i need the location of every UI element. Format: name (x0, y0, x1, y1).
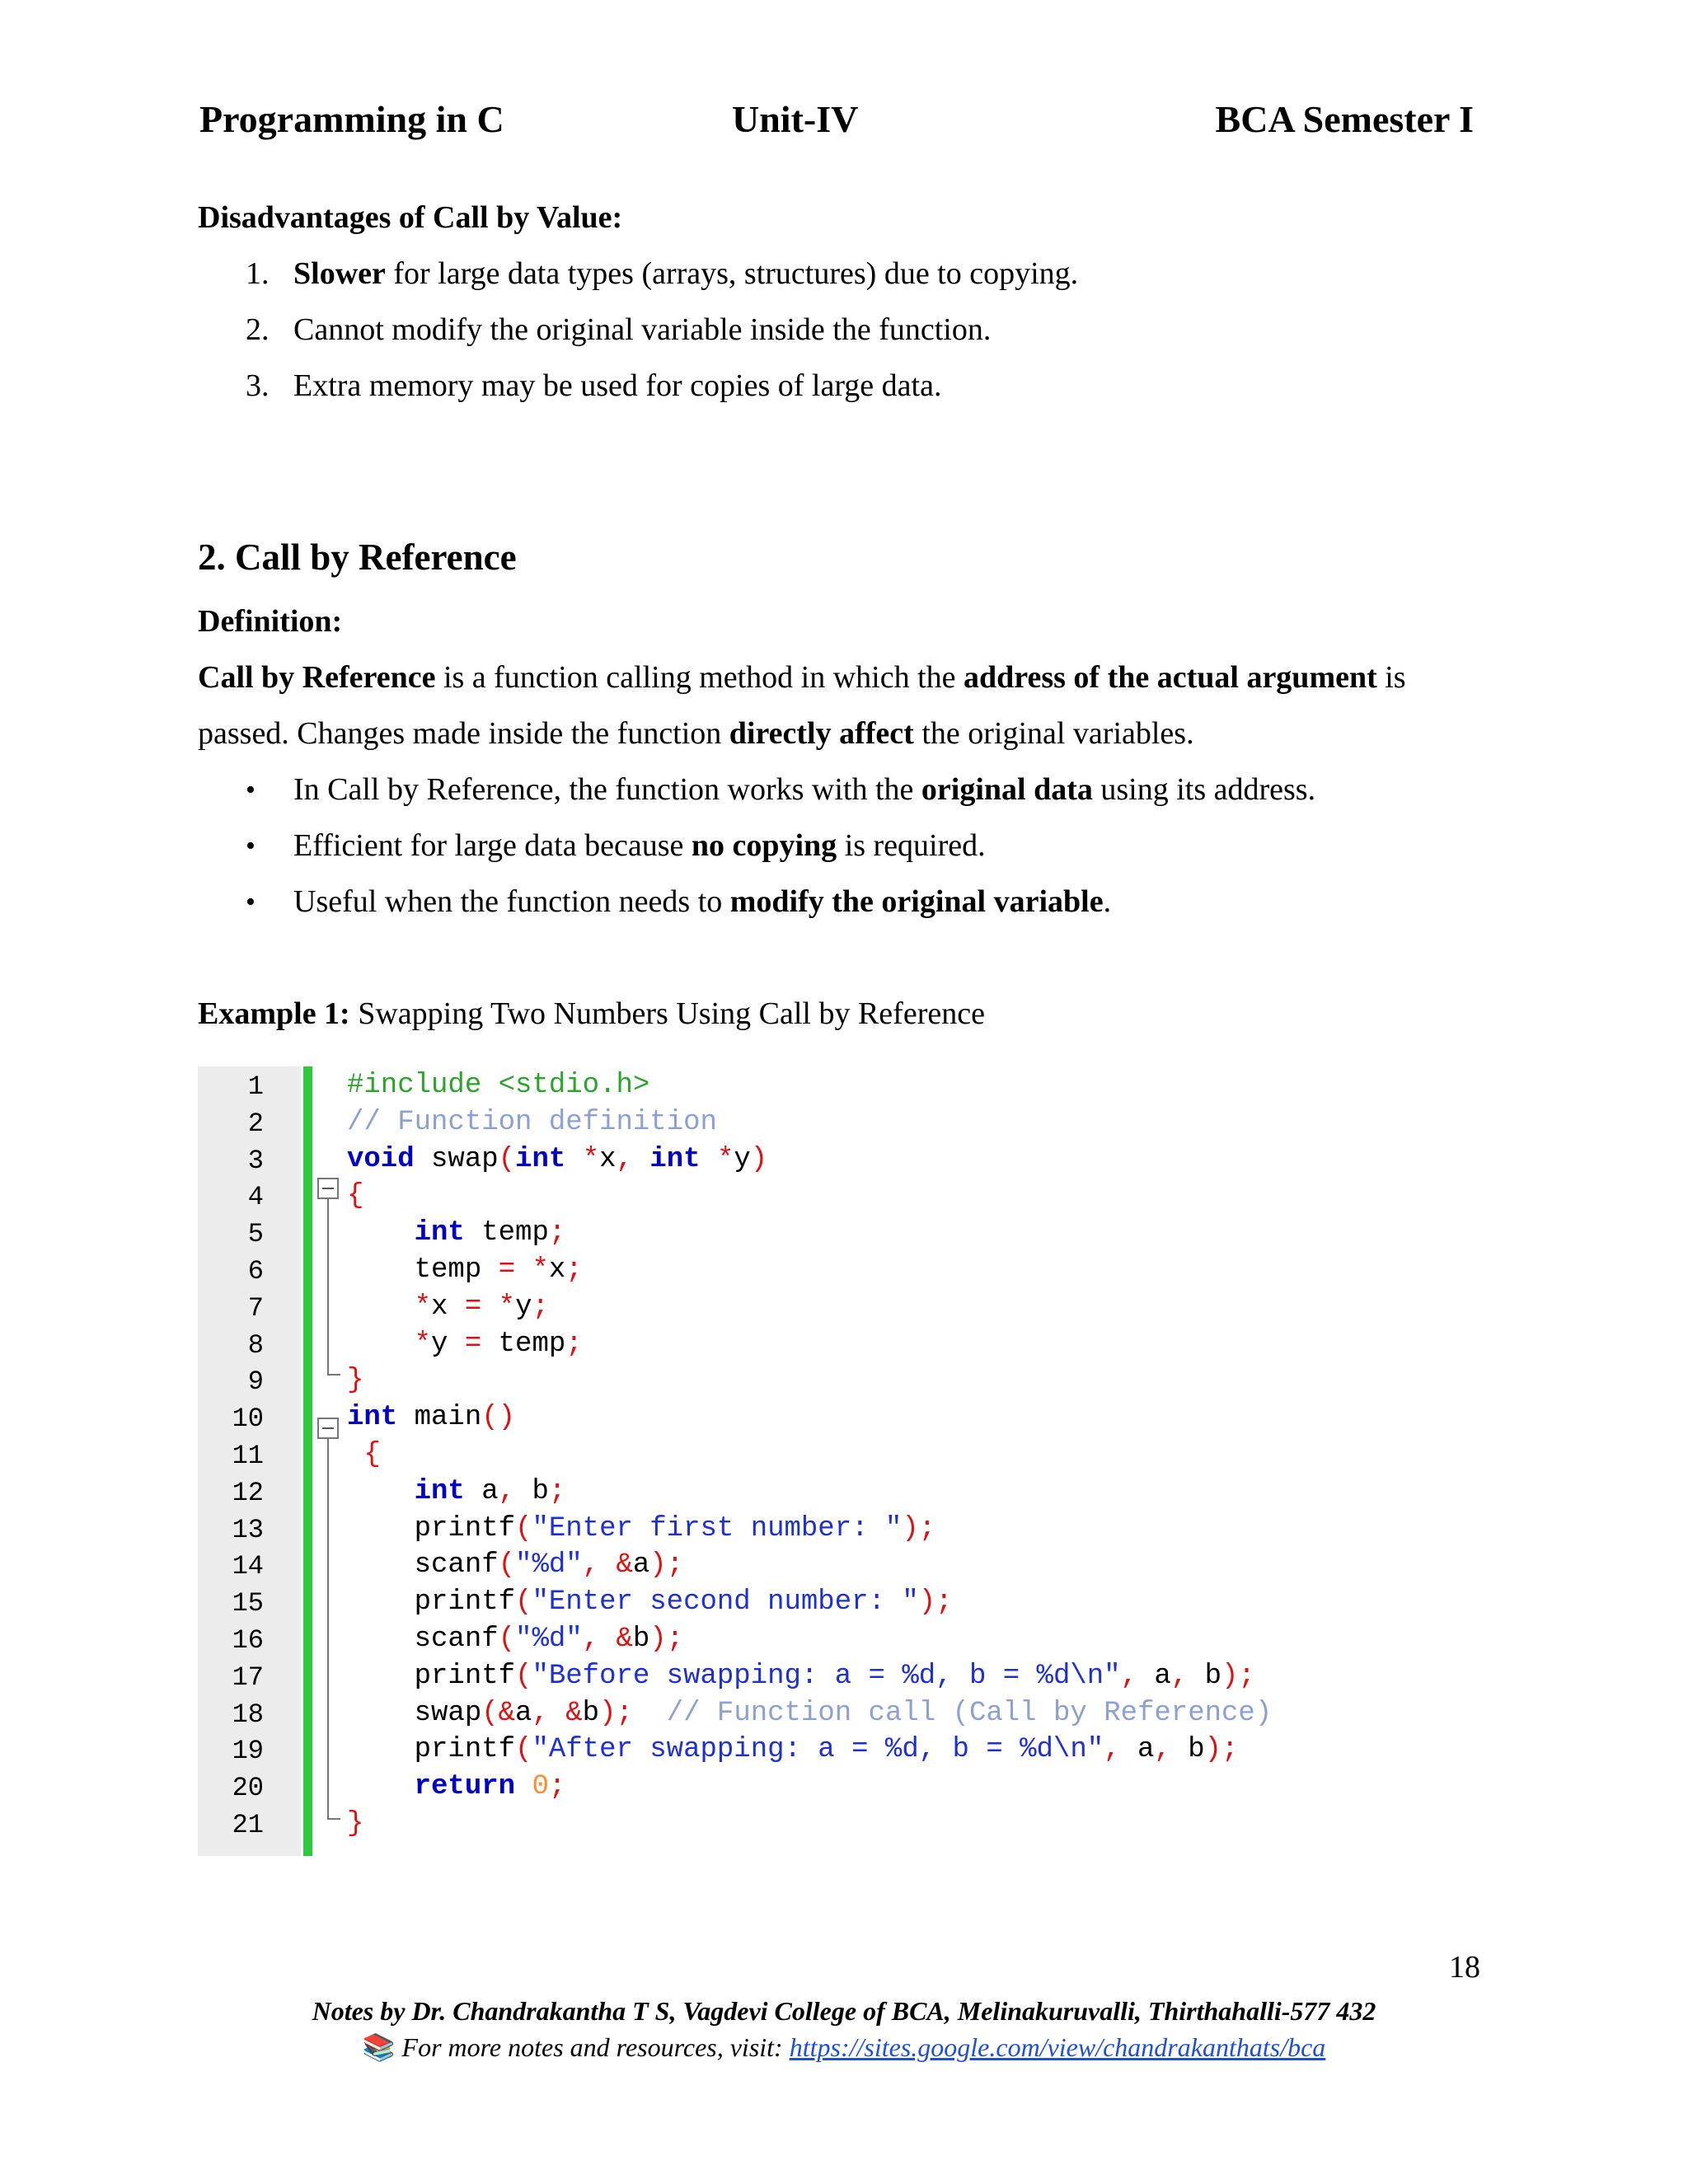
bullet-text: . (1103, 884, 1112, 919)
line-number: 3 (247, 1145, 264, 1176)
code-line: { (363, 1439, 381, 1470)
code-line: swap(&a, &b); // Function call (Call by Reference) (347, 1697, 1273, 1729)
line-number: 10 (232, 1404, 264, 1435)
code-line: printf("After swapping: a = %d, b = %d\n", a, b); (347, 1734, 1239, 1766)
bullet-bold: no copying (691, 828, 837, 863)
definition-label: Definition: (198, 604, 343, 639)
bullet-item (293, 827, 986, 865)
header-semester: BCA Semester I (1215, 98, 1474, 140)
code-line: int a, b; (414, 1475, 566, 1507)
example-title: Swapping Two Numbers Using Call by Reference (349, 996, 985, 1031)
list-number: 1. (246, 256, 270, 291)
list-item-bold: Slower (293, 256, 386, 291)
fold-guide (327, 1439, 329, 1818)
footer-visit-text: For more notes and resources, visit: (395, 2032, 790, 2062)
def-text: is (1376, 660, 1406, 695)
line-number: 15 (232, 1588, 264, 1619)
list-item-text (293, 255, 1078, 293)
change-marker-bar (303, 1066, 312, 1856)
term-bold: directly affect (729, 716, 914, 751)
term-bold: address of the actual argument (964, 660, 1377, 695)
bullet-text: In Call by Reference, the function works with the (293, 772, 921, 807)
header-left-title: Programming in C (199, 98, 504, 140)
definition-line-2 (198, 715, 1194, 753)
code-line: int main() (347, 1402, 516, 1434)
bullet-bold: modify the original variable (729, 884, 1104, 919)
code-line: printf("Enter first number: "); (347, 1512, 936, 1544)
line-number: 13 (232, 1514, 264, 1545)
line-number: 7 (247, 1292, 264, 1324)
resources-link[interactable]: https://sites.google.com/view/chandrakanthats/bca (789, 2032, 1326, 2062)
list-number: 2. (246, 312, 270, 347)
bullet-icon: • (246, 775, 256, 805)
fold-guide (327, 1199, 329, 1374)
code-line: } (347, 1808, 364, 1840)
code-line: temp = *x; (347, 1254, 583, 1286)
section-title: 2. Call by Reference (198, 537, 517, 578)
bullet-text: Useful when the function needs to (293, 884, 730, 919)
code-line: printf("Enter second number: "); (347, 1586, 953, 1619)
line-number: 18 (232, 1699, 264, 1730)
line-number: 14 (232, 1551, 264, 1582)
disadvantages-heading: Disadvantages of Call by Value: (198, 200, 623, 235)
book-icon: 📚 (362, 2032, 396, 2062)
footer-visit (0, 2032, 1688, 2063)
line-number: 12 (232, 1477, 264, 1508)
list-item-rest: for large data types (arrays, structures) due to copying. (385, 256, 1079, 291)
code-line: } (347, 1365, 364, 1397)
fold-guide-end (327, 1818, 340, 1820)
line-number: 2 (247, 1108, 264, 1139)
term-bold: Call by Reference (198, 660, 436, 695)
bullet-icon: • (246, 887, 256, 917)
line-number: 21 (232, 1810, 264, 1840)
example-label: Example 1: (198, 996, 350, 1031)
line-number: 4 (247, 1182, 264, 1213)
list-item (246, 255, 270, 293)
code-line: *y = temp; (414, 1328, 583, 1360)
list-number: 3. (246, 368, 270, 403)
line-number: 6 (247, 1256, 264, 1286)
bullet-icon: • (246, 831, 256, 861)
code-line: printf("Before swapping: a = %d, b = %d\n", a, b); (347, 1660, 1255, 1692)
header-unit: Unit-IV (732, 98, 859, 140)
line-number: 8 (247, 1329, 264, 1361)
code-line: { (347, 1180, 364, 1212)
bullet-item (293, 883, 1111, 921)
fold-collapse-icon[interactable] (317, 1418, 339, 1439)
bullet-text: Efficient for large data because (293, 828, 692, 863)
line-number: 9 (247, 1366, 264, 1398)
example-caption (198, 996, 985, 1033)
line-number: 17 (232, 1661, 264, 1693)
code-line: // Function definition (347, 1106, 717, 1138)
bullet-bold: original data (921, 772, 1093, 807)
definition-line-1 (198, 659, 1406, 697)
code-line: void swap(int *x, int *y) (347, 1143, 768, 1175)
code-line: scanf("%d", &a); (347, 1549, 684, 1582)
code-line: *x = *y; (414, 1291, 549, 1323)
page-number: 18 (1449, 1950, 1480, 1985)
line-number: 19 (232, 1736, 264, 1767)
code-line: int temp; (414, 1217, 566, 1249)
fold-collapse-icon[interactable] (317, 1178, 339, 1199)
def-text: the original variables. (913, 716, 1194, 751)
fold-guide-end (327, 1374, 340, 1376)
line-number: 1 (247, 1071, 264, 1102)
footer-notes: Notes by Dr. Chandrakantha T S, Vagdevi College of BCA, Melinakuruvalli, Thirthahalli-577 432 (312, 1996, 1376, 2026)
line-number: 16 (232, 1625, 264, 1656)
bullet-item (293, 771, 1315, 809)
line-number: 11 (232, 1441, 264, 1471)
list-item-text: Cannot modify the original variable inside the function. (293, 312, 992, 347)
line-number: 20 (232, 1773, 264, 1804)
list-item-text: Extra memory may be used for copies of large data. (293, 368, 942, 403)
code-line: #include <stdio.h> (347, 1070, 650, 1101)
bullet-text: is required. (837, 828, 986, 863)
line-number: 5 (247, 1219, 264, 1250)
code-editor (198, 1066, 1434, 1849)
code-line: return 0; (414, 1771, 566, 1803)
def-text: is a function calling method in which the (435, 660, 964, 695)
code-line: scanf("%d", &b); (347, 1624, 684, 1655)
bullet-text: using its address. (1092, 772, 1316, 807)
def-text: passed. Changes made inside the function (198, 716, 729, 751)
